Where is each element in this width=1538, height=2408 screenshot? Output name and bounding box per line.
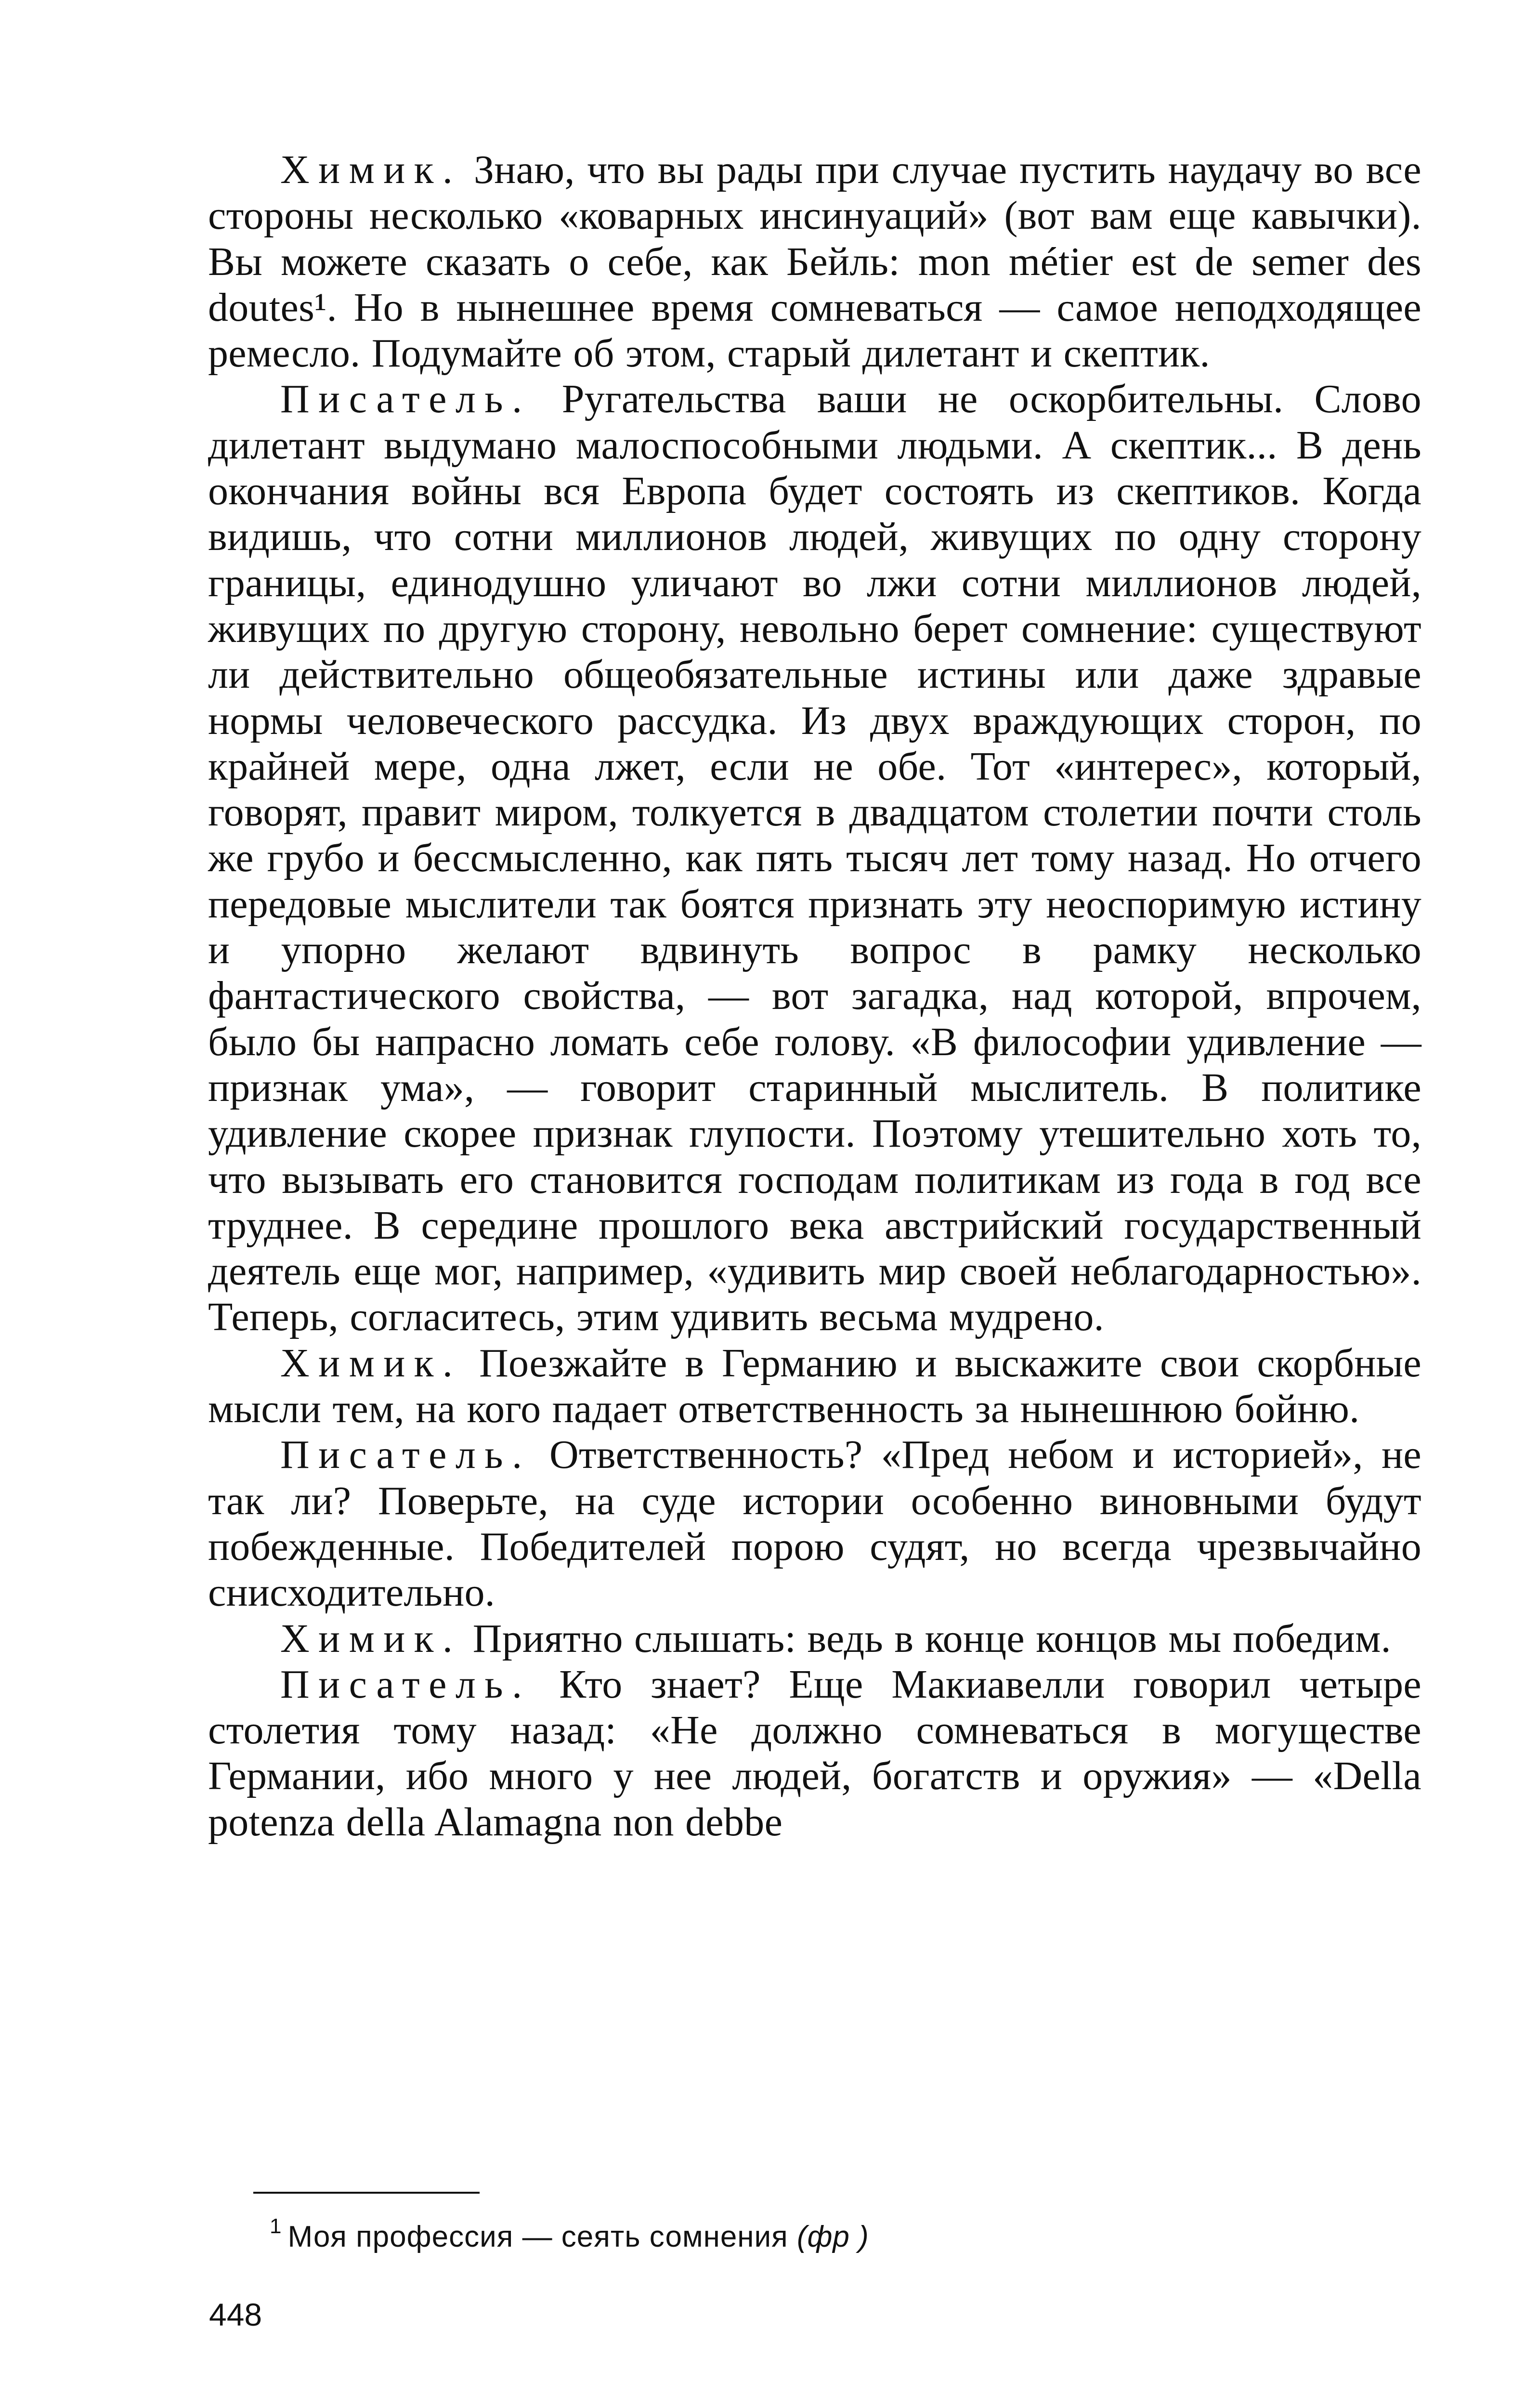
footnote-marker: 1 bbox=[270, 2214, 282, 2238]
speaker-label: Писатель. bbox=[280, 1662, 531, 1707]
paragraph-text: Знаю, что вы рады при случае пустить наудачу во все стороны несколько «коварных инсинуаций» (вот вам еще кавычки). Вы можете сказать о себе, как Бейль: mon métier est de semer des doutes¹. Но в нынешнее время сомневаться — самое неподходящее ремесло. Подумайте об этом, старый дилетант и скептик. bbox=[208, 147, 1421, 376]
speaker-label: Химик. bbox=[280, 1340, 462, 1386]
paragraph-writer-1 bbox=[208, 376, 1421, 1340]
paragraph-chemist-1 bbox=[208, 147, 1421, 376]
paragraph-writer-2 bbox=[208, 1432, 1421, 1615]
paragraph-text: Ругательства ваши не оскорбительны. Слово дилетант выдумано малоспособными людьми. А скептик... В день окончания войны вся Европа будет состоять из скептиков. Когда видишь, что сотни миллионов людей, живущих по одну сторону границы, единодушно уличают во лжи сотни миллионов людей, живущих по другую сторону, невольно берет сомнение: существуют ли действительно общеобязательные истины или даже здравые нормы человеческого рассудка. Из двух враждующих сторон, по крайней мере, одна лжет, если не обе. Тот «интерес», который, говорят, правит миром, толкуется в двадцатом столетии почти столь же грубо и бессмысленно, как пять тысяч лет тому назад. Но отчего передовые мыслители так боятся признать эту неоспоримую истину и упорно желают вдвинуть вопрос в рамку несколько фантастического свойства, — вот загадка, над которой, впрочем, было бы напрасно ломать себе голову. «В философии удивление — признак ума», — говорит старинный мыслитель. В политике удивление скорее признак глупости. Поэтому утешительно хоть то, что вызывать его становится господам политикам из года в год все труднее. В середине прошлого века австрийский государственный деятель еще мог, например, «удивить мир своей неблагодарностью». Теперь, согласитесь, этим удивить весьма мудрено. bbox=[208, 377, 1421, 1340]
speaker-label: Писатель. bbox=[280, 377, 531, 422]
footnote-language: (фр ) bbox=[796, 2220, 869, 2253]
footnote bbox=[270, 2210, 869, 2254]
paragraph-writer-3 bbox=[208, 1662, 1421, 1845]
paragraph-text: Поезжайте в Германию и выскажите свои скорбные мысли тем, на кого падает ответственность за нынешнюю бойню. bbox=[208, 1340, 1421, 1432]
speaker-label: Химик. bbox=[280, 147, 462, 192]
paragraph-text: Кто знает? Еще Макиавелли говорил четыре столетия тому назад: «Не должно сомневаться в могуществе Германии, ибо много у нее людей, богатств и оружия» — «Della potenza della Alamagna non debbe bbox=[208, 1662, 1421, 1845]
paragraph-text: Ответственность? «Пред небом и историей», не так ли? Поверьте, на суде истории особенно виновными будут побежденные. Победителей порою судят, но всегда чрезвычайно снисходительно. bbox=[208, 1432, 1421, 1615]
page-body bbox=[208, 147, 1421, 1845]
speaker-label: Химик. bbox=[280, 1616, 462, 1661]
paragraph-chemist-3 bbox=[208, 1616, 1421, 1662]
paragraph-chemist-2 bbox=[208, 1340, 1421, 1432]
footnote-text: Моя профессия — сеять сомнения bbox=[287, 2220, 788, 2253]
footnote-divider bbox=[253, 2192, 480, 2194]
paragraph-text: Приятно слышать: ведь в конце концов мы победим. bbox=[472, 1616, 1391, 1661]
page-number: 448 bbox=[209, 2297, 262, 2332]
speaker-label: Писатель. bbox=[280, 1432, 531, 1478]
